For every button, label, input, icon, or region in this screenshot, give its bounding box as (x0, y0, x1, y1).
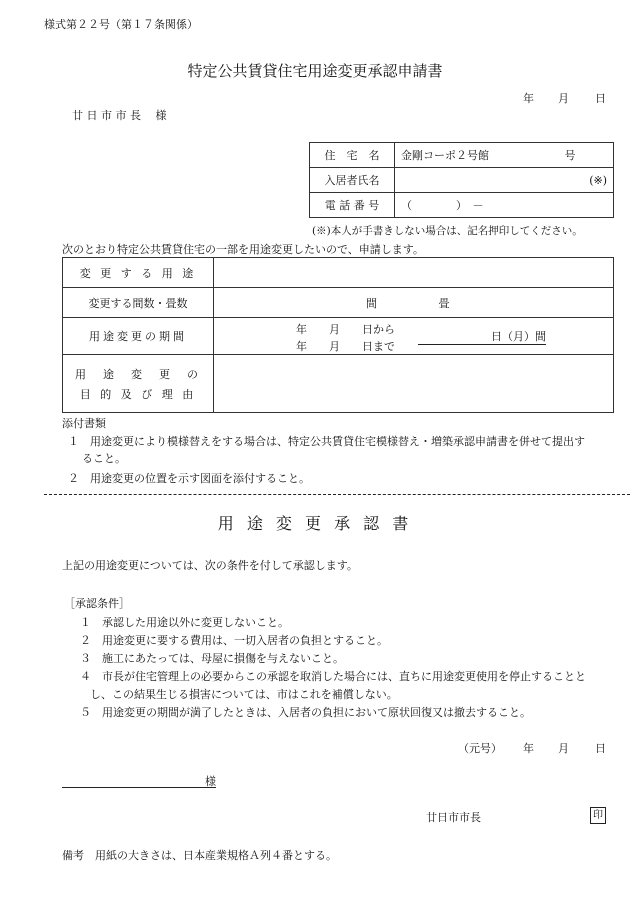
applicant-table (309, 142, 614, 218)
date-day: 日 (595, 92, 606, 105)
purpose-field[interactable] (214, 355, 614, 413)
purpose-label-line2: 目 的 及 び 理 由 (79, 387, 197, 401)
page-title: 特定公共賃貸住宅用途変更承認申請書 (187, 62, 443, 80)
mayor-signature: 廿日市市長 (426, 811, 481, 824)
form-id: 様式第２２号（第１７条関係） (44, 18, 198, 31)
period-days: 日（月）間 (418, 328, 546, 345)
approval-title: 用 途 変 更 承 認 書 (217, 514, 413, 533)
recipient-name-line[interactable] (62, 773, 216, 788)
phone-value: （ ） － (401, 199, 484, 212)
intro-text: 次のとおり特定公共賃貸住宅の一部を用途変更したいので、申請します。 (62, 243, 424, 256)
condition-4-cont: し、この結果生じる損害については、市はこれを補償しない。 (90, 688, 398, 701)
date-month: 月 (558, 92, 569, 105)
phone-label: 電 話 番 号 (310, 193, 395, 218)
condition-5: ５ 用途変更の期間が満了したときは、入居者の負担において原状回復又は撤去すること。 (80, 706, 531, 719)
condition-2: ２ 用途変更に要する費用は、一切入居者の負担とすること。 (80, 634, 388, 647)
attachment-item-2: ２ 用途変更の位置を示す図面を添付すること。 (68, 472, 310, 485)
condition-4: ４ 市長が住宅管理上の必要からこの承認を取消した場合には、直ちに用途変更使用を停止することと (80, 670, 586, 683)
cut-line-divider (44, 494, 630, 495)
address-suffix: 号 (564, 149, 576, 162)
purpose-label (63, 355, 214, 413)
name-label: 入居者氏名 (310, 168, 395, 193)
period-field[interactable] (214, 318, 614, 355)
address-field[interactable] (395, 143, 614, 168)
approval-year: 年 (523, 742, 534, 755)
condition-1: １ 承認した用途以外に変更しないこと。 (80, 616, 289, 629)
attachment-item-1-cont: ること。 (82, 452, 126, 465)
approval-day: 日 (595, 742, 606, 755)
name-mark: (※) (589, 173, 607, 187)
use-label: 変 更 す る 用 途 (63, 258, 214, 288)
rooms-ma: 間 (366, 296, 377, 310)
rooms-label: 変更する間数・畳数 (63, 288, 214, 318)
conditions-heading: ［承認条件］ (64, 597, 130, 610)
address-value: 金剛コーポ２号館 (401, 149, 489, 162)
rooms-jo: 畳 (438, 296, 450, 310)
condition-3: ３ 施工にあたっては、母屋に損傷を与えないこと。 (80, 652, 344, 665)
recipient-sama: 様 (205, 775, 216, 788)
attachment-item-1: １ 用途変更により模様替えをする場合は、特定公共賃貸住宅模様替え・増築承認申請書を併せて提出す (68, 435, 585, 448)
approval-era: （元号） (458, 742, 502, 755)
date-year: 年 (523, 92, 534, 105)
period-label: 用途変更の期間 (63, 318, 214, 355)
addressee: 廿 日 市 市 長 様 (72, 109, 167, 122)
seal-mark: 印 (590, 807, 606, 824)
approval-month: 月 (558, 742, 569, 755)
phone-field[interactable] (395, 193, 614, 218)
rooms-field[interactable] (214, 288, 614, 318)
period-from: 年 月 日から (296, 323, 395, 336)
approval-intro: 上記の用途変更については、次の条件を付して承認します。 (62, 559, 358, 572)
period-to: 年 月 日まで (296, 340, 395, 353)
purpose-label-line1: 用 途 変 更 の (75, 367, 201, 381)
remark: 備考 用紙の大きさは、日本産業規格Ａ列４番とする。 (62, 849, 337, 862)
attachments-heading: 添付書類 (62, 417, 106, 430)
address-label: 住 宅 名 (310, 143, 395, 168)
application-table (62, 257, 614, 413)
use-field[interactable] (214, 258, 614, 288)
name-field[interactable] (395, 168, 614, 193)
signature-note: (※)本人が手書きしない場合は、記名押印してください。 (312, 225, 583, 237)
seal-icon (590, 807, 606, 824)
